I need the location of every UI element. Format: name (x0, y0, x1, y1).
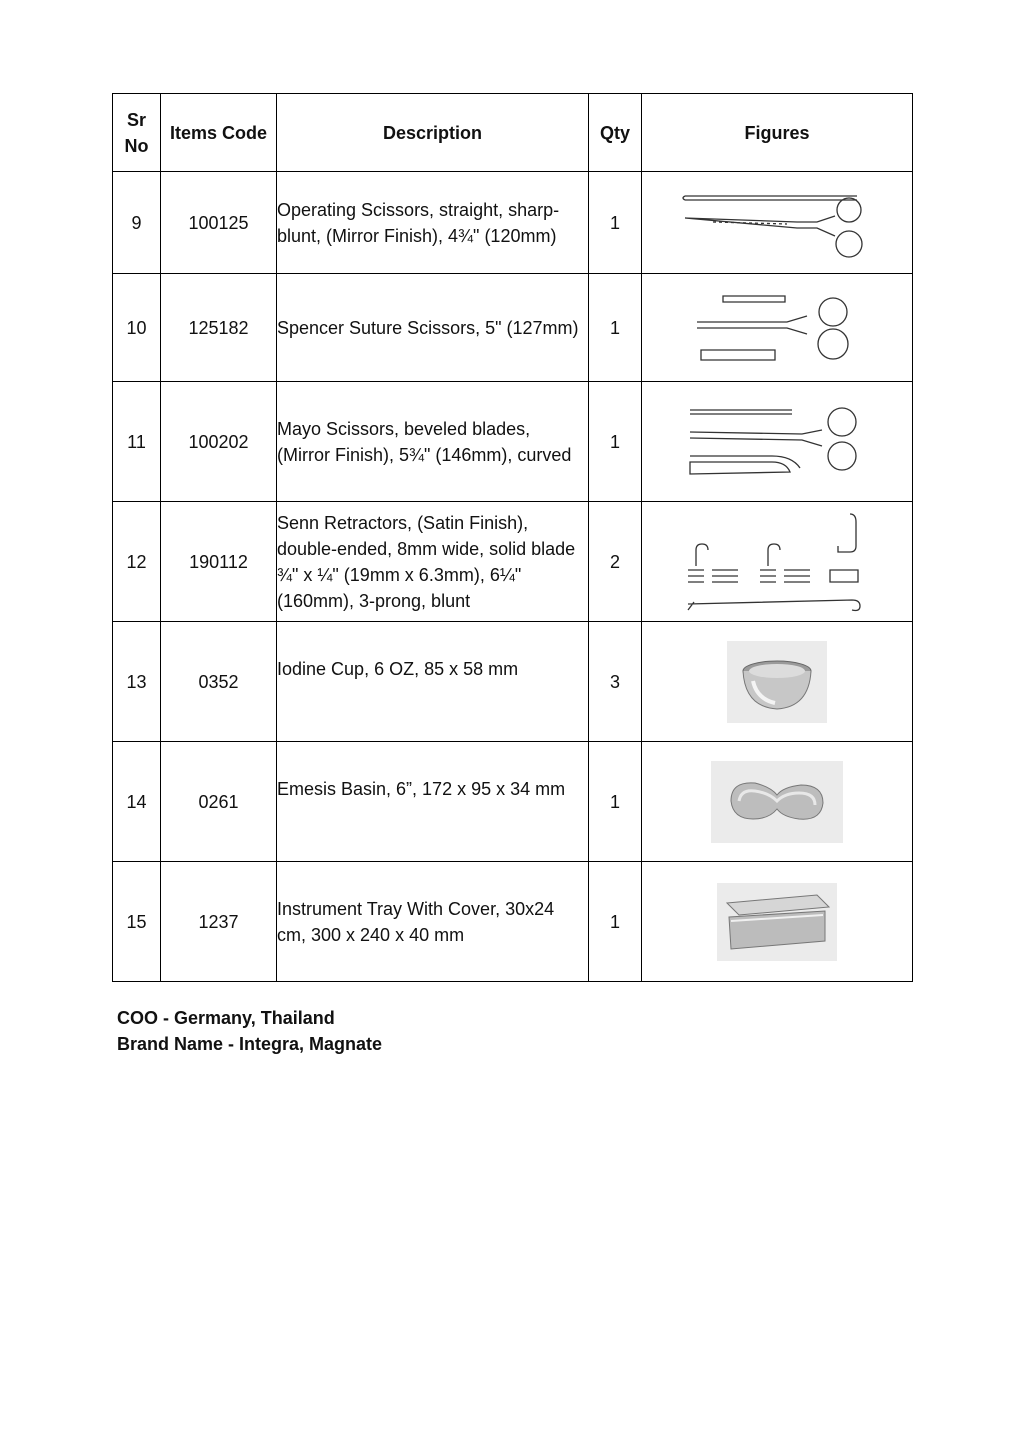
sr-no-cell: 11 (113, 382, 161, 502)
emesis-basin-image (711, 761, 843, 843)
table-row (113, 742, 913, 862)
items-table (112, 93, 913, 982)
qty-cell: 1 (589, 742, 642, 862)
header-figures: Figures (642, 94, 913, 172)
figure-cell (642, 862, 913, 982)
sr-no-cell: 12 (113, 502, 161, 622)
country-of-origin: COO - Germany, Thailand (117, 1008, 335, 1028)
instrument-tray-image (717, 883, 837, 961)
header-description: Description (277, 94, 589, 172)
description-cell: Instrument Tray With Cover, 30x24 cm, 300 x 240 x 40 mm (277, 862, 589, 982)
mayo-scissors-image (682, 402, 872, 482)
sr-no-cell: 10 (113, 274, 161, 382)
description-cell: Iodine Cup, 6 OZ, 85 x 58 mm (277, 622, 589, 742)
senn-retractor-image (682, 506, 872, 618)
operating-scissors-image (677, 182, 877, 264)
qty-cell: 2 (589, 502, 642, 622)
item-code-cell: 1237 (161, 862, 277, 982)
figure-cell (642, 502, 913, 622)
item-code-cell: 190112 (161, 502, 277, 622)
description-cell: Spencer Suture Scissors, 5" (127mm) (277, 274, 589, 382)
header-row (113, 94, 913, 172)
table-row (113, 622, 913, 742)
item-code-cell: 125182 (161, 274, 277, 382)
description-cell: Senn Retractors, (Satin Finish), double-ended, 8mm wide, solid blade ¾" x ¼" (19mm x 6.3mm), 6¼" (160mm), 3-prong, blunt (277, 502, 589, 622)
qty-cell: 1 (589, 862, 642, 982)
table-row (113, 274, 913, 382)
figure-cell (642, 622, 913, 742)
item-code-cell: 0352 (161, 622, 277, 742)
header-items-code: Items Code (161, 94, 277, 172)
table-row (113, 502, 913, 622)
sr-no-cell: 14 (113, 742, 161, 862)
table-row (113, 862, 913, 982)
qty-cell: 1 (589, 274, 642, 382)
qty-cell: 1 (589, 382, 642, 502)
description-cell: Emesis Basin, 6”, 172 x 95 x 34 mm (277, 742, 589, 862)
header-sr-no: Sr No (113, 94, 161, 172)
figure-cell (642, 382, 913, 502)
sr-no-cell: 9 (113, 172, 161, 274)
qty-cell: 3 (589, 622, 642, 742)
sr-no-cell: 15 (113, 862, 161, 982)
item-code-cell: 100202 (161, 382, 277, 502)
qty-cell: 1 (589, 172, 642, 274)
figure-cell (642, 274, 913, 382)
footer-notes (117, 1005, 382, 1057)
suture-scissors-image (687, 288, 867, 368)
description-cell: Operating Scissors, straight, sharp-blunt, (Mirror Finish), 4¾" (120mm) (277, 172, 589, 274)
figure-cell (642, 742, 913, 862)
table-row (113, 172, 913, 274)
brand-name: Brand Name - Integra, Magnate (117, 1034, 383, 1054)
item-code-cell: 100125 (161, 172, 277, 274)
header-qty: Qty (589, 94, 642, 172)
sr-no-cell: 13 (113, 622, 161, 742)
description-cell: Mayo Scissors, beveled blades, (Mirror Finish), 5¾" (146mm), curved (277, 382, 589, 502)
iodine-cup-image (727, 641, 827, 723)
table-row (113, 382, 913, 502)
item-code-cell: 0261 (161, 742, 277, 862)
figure-cell (642, 172, 913, 274)
